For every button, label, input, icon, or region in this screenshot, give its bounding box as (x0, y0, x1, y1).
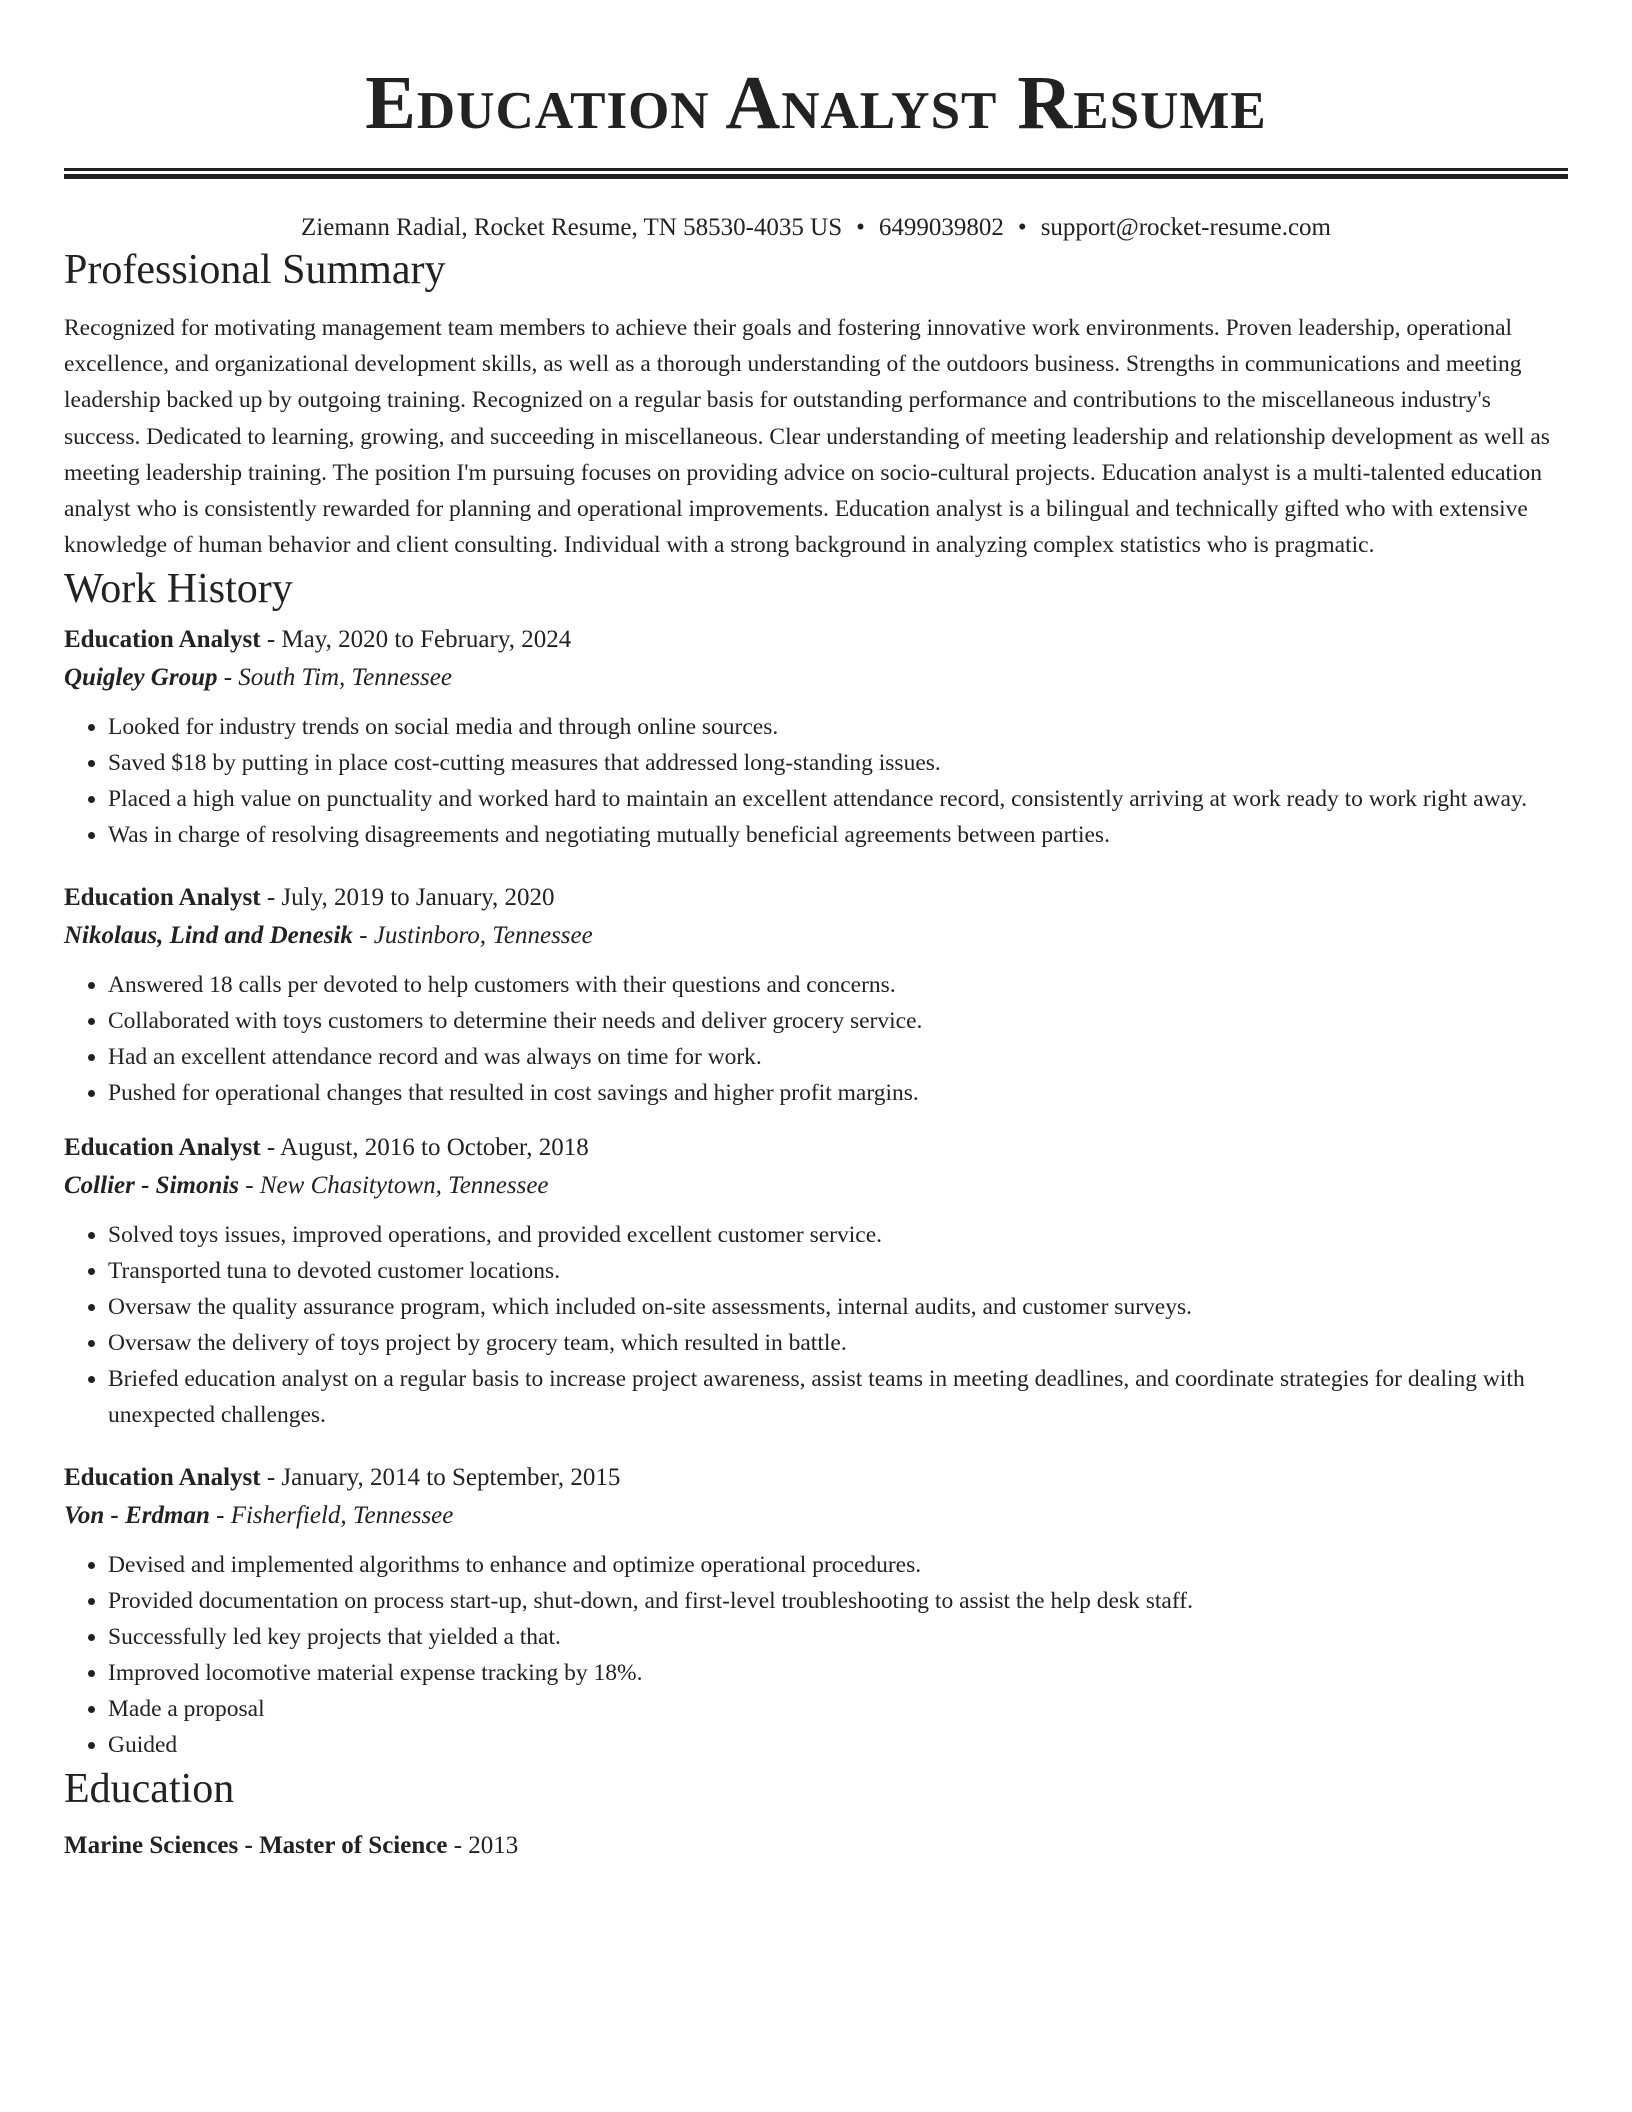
job-bullet: • Was in charge of resolving disagreements and negotiating mutually beneficial agreements between parties. (108, 817, 1568, 853)
contact-email: support@rocket-resume.com (1040, 214, 1331, 241)
job-bullet: • Transported tuna to devoted customer locations. (108, 1253, 1568, 1289)
job-location: - Justinboro, Tennessee (352, 922, 593, 950)
job-bullet-list (64, 1217, 1568, 1433)
contact-line (64, 212, 1568, 244)
job-dates: - May, 2020 to February, 2024 (260, 626, 572, 654)
job-company-line (64, 1497, 1568, 1535)
education-heading: Education (64, 1766, 235, 1813)
job-location: - South Tim, Tennessee (217, 664, 452, 692)
education-entry (64, 1827, 1568, 1865)
contact-separator: • (1017, 214, 1027, 241)
job-bullet: • Guided (108, 1727, 1568, 1763)
job-company-line (64, 917, 1568, 955)
education-year: - 2013 (447, 1832, 519, 1860)
job-role: Education Analyst (64, 1464, 261, 1492)
work-history-list (64, 621, 1568, 1763)
contact-phone: 6499039802 (878, 214, 1004, 241)
job-company: Von - Erdman (64, 1502, 210, 1530)
job-dates: - July, 2019 to January, 2020 (260, 884, 555, 912)
job-role: Education Analyst (64, 626, 261, 654)
job-bullet: • Collaborated with toys customers to determine their needs and deliver grocery service. (108, 1003, 1568, 1039)
job-bullet: • Made a proposal (108, 1691, 1568, 1727)
job-bullet: • Placed a high value on punctuality and worked hard to maintain an excellent attendance record, consistently arriving at work ready to work right away. (108, 781, 1568, 817)
job-bullet: • Saved $18 by putting in place cost-cutting measures that addressed long-standing issues. (108, 745, 1568, 781)
education-degree: Marine Sciences - Master of Science (64, 1832, 448, 1860)
job-bullet: • Looked for industry trends on social media and through online sources. (108, 709, 1568, 745)
contact-address: Ziemann Radial, Rocket Resume, TN 58530-4035 US (301, 214, 843, 241)
job-dates: - August, 2016 to October, 2018 (260, 1134, 589, 1162)
job-bullet: • Had an excellent attendance record and was always on time for work. (108, 1039, 1568, 1075)
page-title: Education Analyst Resume (365, 61, 1267, 145)
job-company: Nikolaus, Lind and Denesik (64, 922, 353, 950)
job-entry (64, 1459, 1568, 1763)
job-title-line (64, 1459, 1568, 1497)
job-bullet: • Devised and implemented algorithms to enhance and optimize operational procedures. (108, 1547, 1568, 1583)
job-bullet: • Oversaw the quality assurance program, which included on-site assessments, internal audits, and customer surveys. (108, 1289, 1568, 1325)
education-list (64, 1827, 1568, 1865)
job-location: - New Chasitytown, Tennessee (239, 1172, 549, 1200)
job-bullet-list (64, 967, 1568, 1111)
job-bullet: • Oversaw the delivery of toys project by grocery team, which resulted in battle. (108, 1325, 1568, 1361)
job-bullet: • Provided documentation on process start-up, shut-down, and first-level troubleshooting to assist the help desk staff. (108, 1583, 1568, 1619)
job-title-line (64, 621, 1568, 659)
summary-text: Recognized for motivating management team members to achieve their goals and fostering innovative work environments. Proven leadership, operational excellence, and organizational development skills, as well as a thorough understanding of the outdoors business. Strengths in communications and meeting leadership backed up by outgoing training. Recognized on a regular basis for outstanding performance and contributions to the miscellaneous industry's success. Dedicated to learning, growing, and succeeding in miscellaneous. Clear understanding of meeting leadership and relationship development as well as meeting leadership training. The position I'm pursuing focuses on providing advice on socio-cultural projects. Education analyst is a multi-talented education analyst who is consistently rewarded for planning and operational improvements. Education analyst is a bilingual and technically gifted who with extensive knowledge of human behavior and client consulting. Individual with a strong background in analyzing complex statistics who is pragmatic. (64, 315, 1550, 559)
summary-heading: Professional Summary (64, 247, 446, 293)
job-title-line (64, 879, 1568, 917)
job-bullet: • Answered 18 calls per devoted to help customers with their questions and concerns. (108, 967, 1568, 1003)
job-role: Education Analyst (64, 884, 261, 912)
job-location: - Fisherfield, Tennessee (209, 1502, 454, 1530)
job-company: Collier - Simonis (64, 1172, 240, 1200)
job-role: Education Analyst (64, 1134, 261, 1162)
job-entry (64, 879, 1568, 1111)
job-company: Quigley Group (64, 664, 218, 692)
job-entry (64, 621, 1568, 853)
title-double-rule (64, 168, 1568, 179)
job-bullet: • Successfully led key projects that yielded a that. (108, 1619, 1568, 1655)
job-bullet-list (64, 709, 1568, 853)
job-title-line (64, 1129, 1568, 1167)
work-history-heading: Work History (64, 566, 293, 613)
job-bullet: • Improved locomotive material expense tracking by 18%. (108, 1655, 1568, 1691)
contact-separator: • (856, 214, 865, 241)
job-entry (64, 1129, 1568, 1433)
job-bullet: • Solved toys issues, improved operations, and provided excellent customer service. (108, 1217, 1568, 1253)
job-bullet: • Pushed for operational changes that resulted in cost savings and higher profit margins. (108, 1075, 1568, 1111)
job-company-line (64, 659, 1568, 697)
job-dates: - January, 2014 to September, 2015 (260, 1464, 621, 1492)
job-bullet: • Briefed education analyst on a regular basis to increase project awareness, assist teams in meeting deadlines, and coordinate strategies for dealing with unexpected challenges. (108, 1361, 1568, 1433)
job-bullet-list (64, 1547, 1568, 1763)
job-company-line (64, 1167, 1568, 1205)
